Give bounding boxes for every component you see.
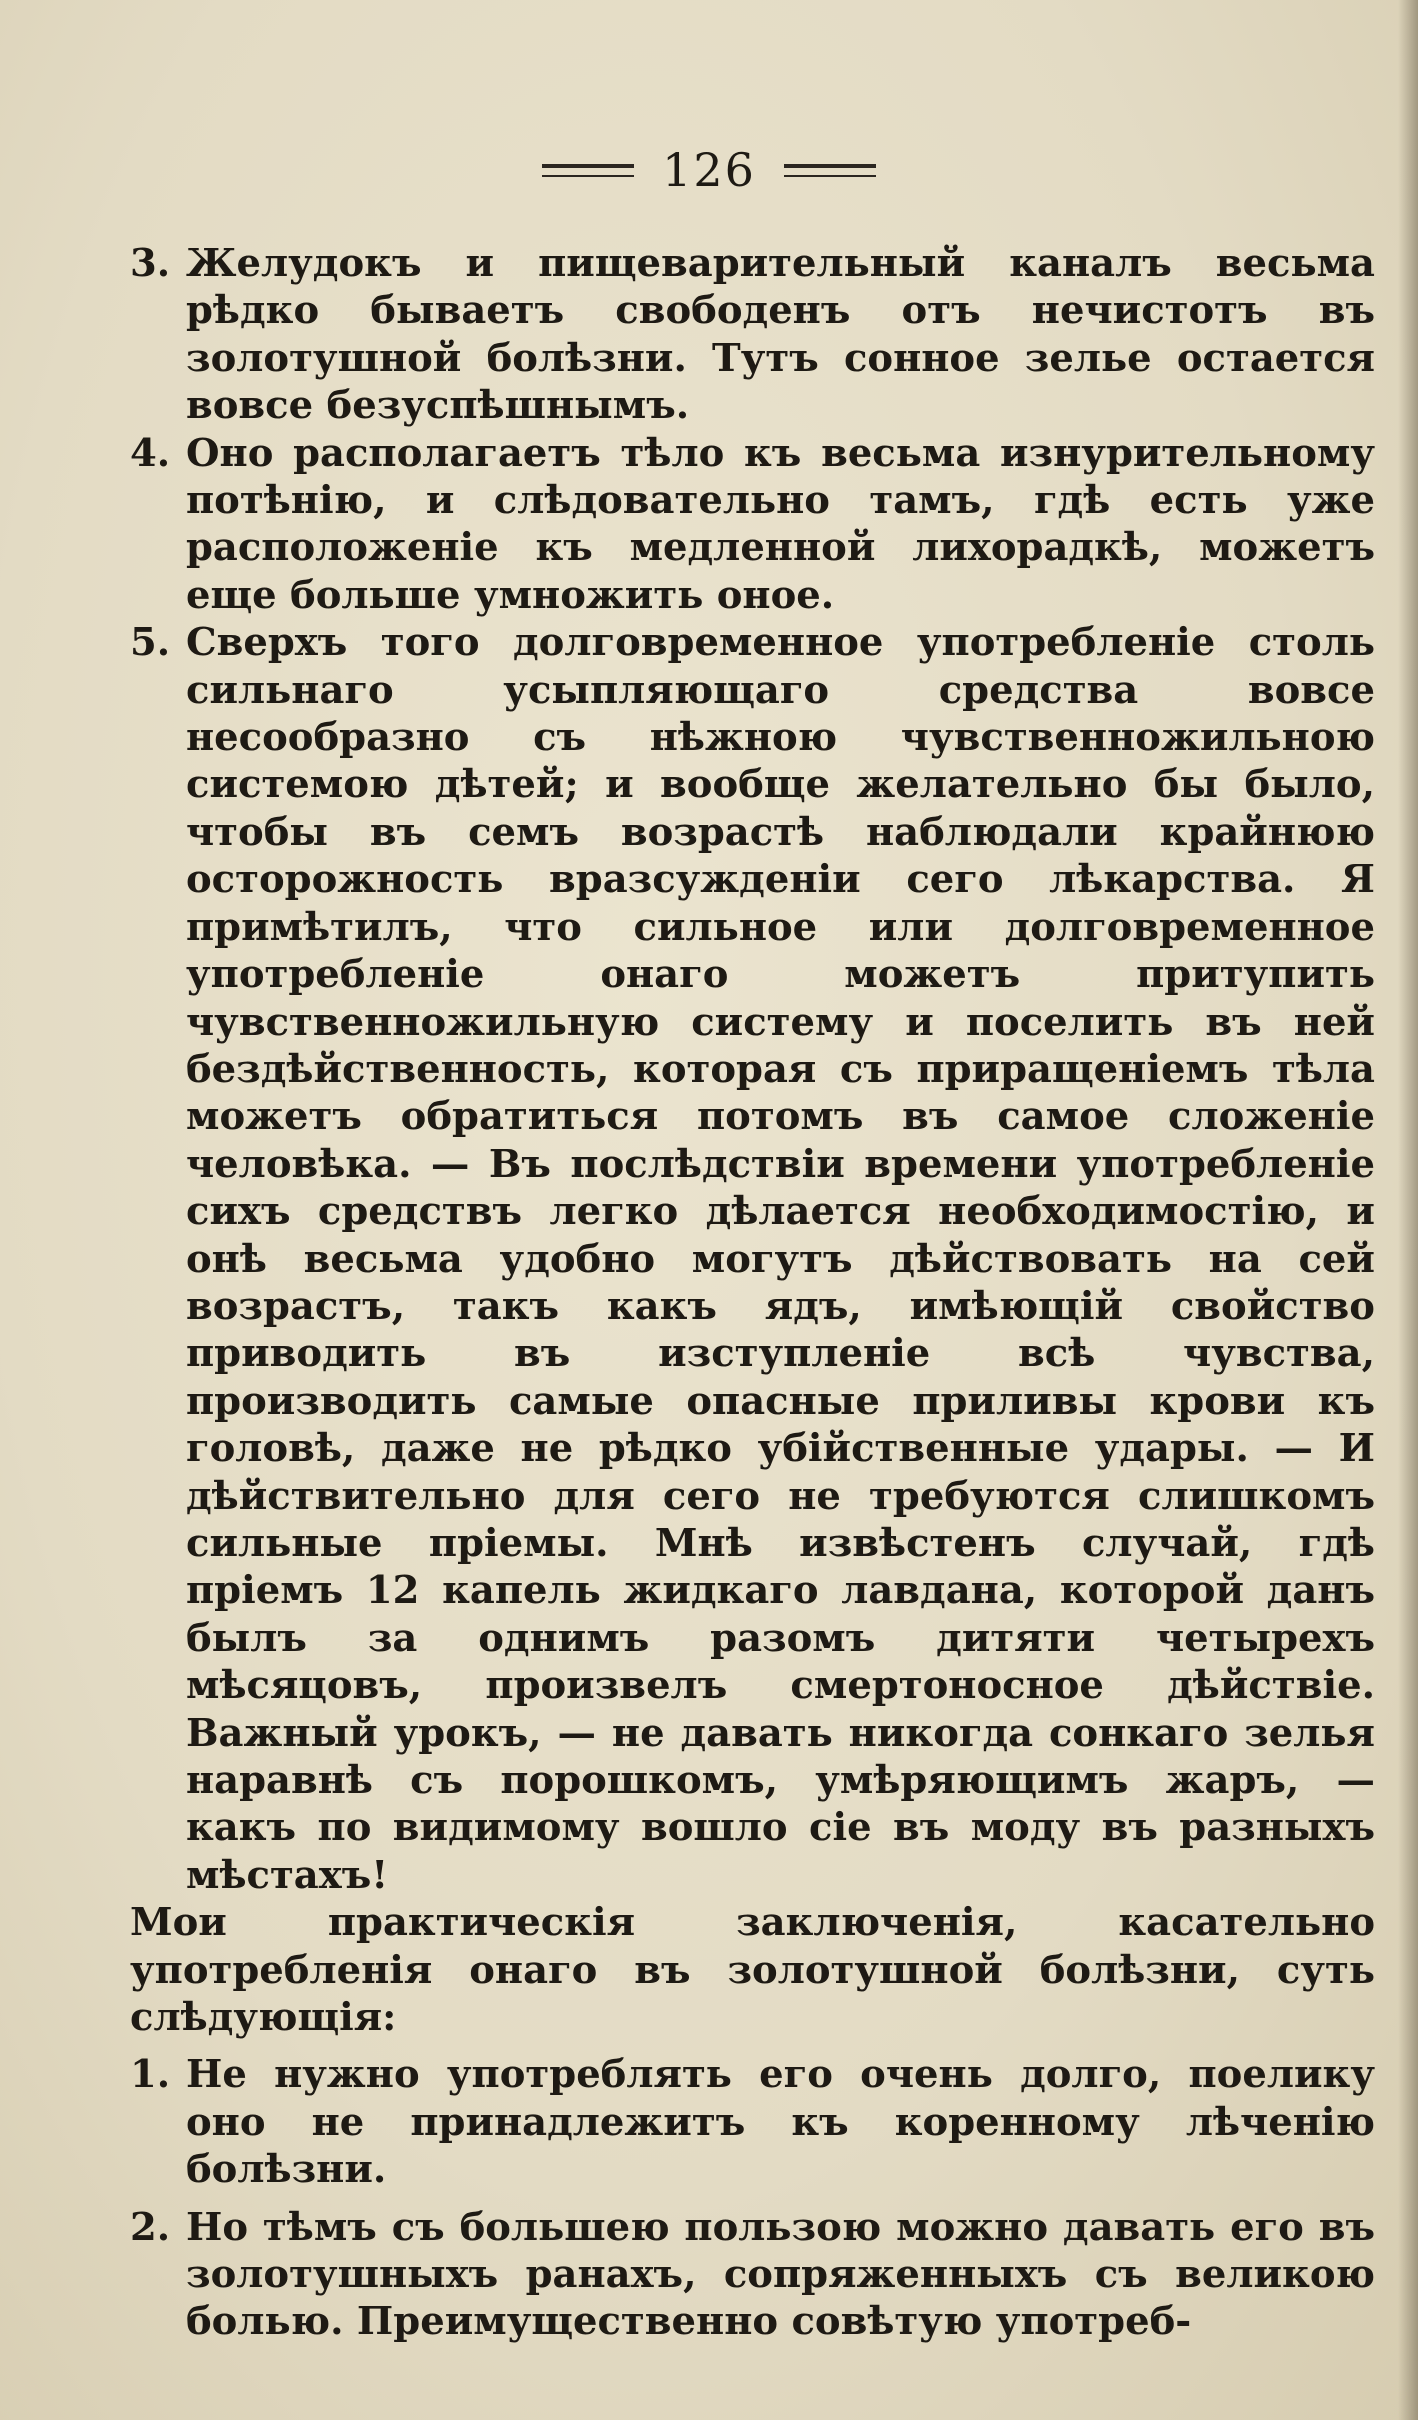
item-number: 2.	[130, 2204, 171, 2250]
numbered-item-5	[130, 619, 1375, 1899]
item-text: Не нужно употреблять его очень долго, поелику оно не принадлежитъ къ коренному лѣченію болѣзни.	[186, 2052, 1375, 2193]
numbered-item-4	[130, 430, 1375, 620]
page-body	[130, 240, 1375, 2346]
conclusion-paragraph: Мои практическія заключенія, касательно употребленія онаго въ золотушной болѣзни, суть слѣдующія:	[130, 1900, 1375, 2041]
item-number: 1.	[130, 2052, 171, 2098]
item-text: Желудокъ и пищеварительный каналъ весьма рѣдко бываетъ свободенъ отъ нечистотъ въ золотушной болѣзни. Тутъ сонное зелье остается вовсе безуспѣшнымъ.	[186, 241, 1375, 429]
page-number: 126	[662, 143, 756, 197]
item-number: 5.	[130, 620, 171, 666]
page-header	[0, 140, 1418, 200]
item-number: 3.	[130, 241, 171, 286]
header-rule-right	[784, 164, 876, 177]
numbered-item-3	[130, 240, 1375, 430]
item-number: 4.	[130, 430, 171, 476]
header-rule-left	[542, 164, 634, 177]
item-text: Но тѣмъ съ большею пользою можно давать его въ золотушныхъ ранахъ, сопряженныхъ съ великою болью. Преимущественно совѣтую употреб-	[186, 2204, 1375, 2345]
page-edge-shadow	[1398, 0, 1418, 2420]
item-text: Оно располагаетъ тѣло къ весьма изнурительному потѣнію, и слѣдовательно тамъ, гдѣ есть уже расположеніе къ медленной лихорадкѣ, можетъ еще больше умножить оное.	[186, 430, 1375, 618]
conclusion-item-1	[130, 2051, 1375, 2193]
conclusion-item-2	[130, 2204, 1375, 2346]
item-text: Сверхъ того долговременное употребленіе столь сильнаго усыпляющаго средства вовсе несообразно съ нѣжною чувственножильною системою дѣтей; и вообще желательно бы было, чтобы въ семъ возрастѣ наблюдали крайнюю осторожность вразсужденіи сего лѣкарства. Я примѣтилъ, что сильное или долговременное употребленіе онаго можетъ притупить чувственножильную систему и поселить въ ней бездѣйственность, которая съ приращеніемъ тѣла можетъ обратиться потомъ въ самое сложеніе человѣка. — Въ послѣдствіи времени употребленіе сихъ средствъ легко дѣлается необходимостію, и онѣ весьма удобно могутъ дѣйствовать на сей возрастъ, такъ какъ ядъ, имѣющій свойство приводить въ изступленіе всѣ чувства, производить самые опасные приливы крови къ головѣ, даже не рѣдко убійственные удары. — И дѣйствительно для сего не требуются слишкомъ сильные пріемы. Мнѣ извѣстенъ случай, гдѣ пріемъ 12 капель жидкаго лавдана, которой данъ былъ за однимъ разомъ дитяти четырехъ мѣсяцовъ, произвелъ смертоносное дѣйствіе. Важный урокъ, — не давать никогда сонкаго зелья наравнѣ съ порошкомъ, умѣряющимъ жаръ, — какъ по видимому вошло сіе въ моду въ разныхъ мѣстахъ!	[186, 620, 1375, 1898]
